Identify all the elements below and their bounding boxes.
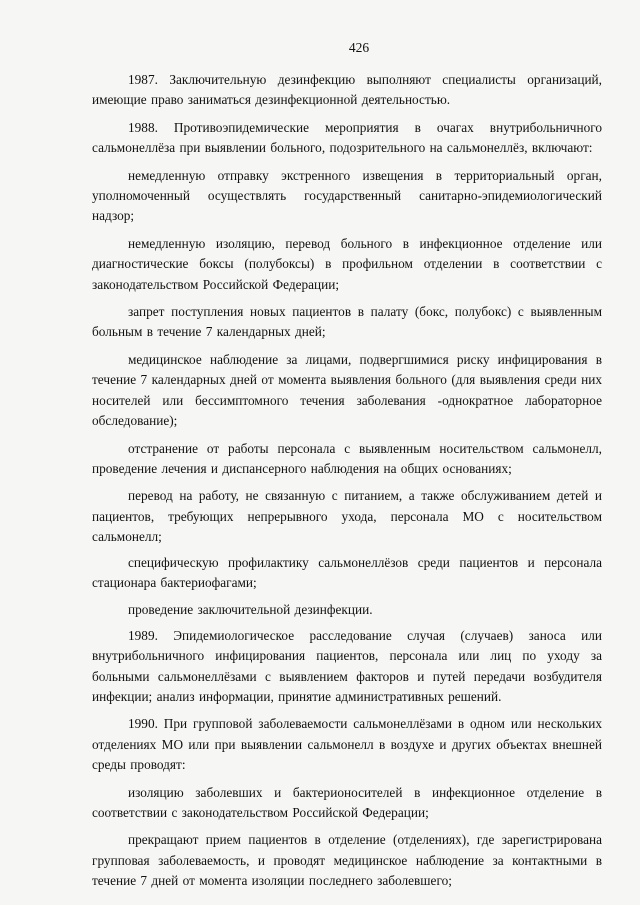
- list-item-isolate-patients: изоляцию заболевших и бактерионосителей в инфекционное отделение в соответствии с законодательством Российской Федерации;: [92, 784, 602, 820]
- list-item-staff-transfer: перевод на работу, не связанную с питанием, а также обслуживанием детей и пациентов, требующих непрерывного ухода, персонала МО с носительством сальмонелл;: [92, 488, 602, 545]
- list-item-stop-admission: прекращают прием пациентов в отделение (отделениях), где зарегистрирована групповая заболеваемость, и проводят медицинское наблюдение за контактными в течение 7 дней от момента изоляции последнего заболевшего;: [92, 832, 602, 889]
- paragraph-1990: 1990. При групповой заболеваемости сальмонеллёзами в одном или нескольких отделениях МО или при выявлении сальмонелл в воздухе и других объектах внешней среды проводят:: [92, 716, 602, 773]
- page-number: 426: [348, 40, 370, 55]
- paragraph-1989: 1989. Эпидемиологическое расследование случая (случаев) заноса или внутрибольничного инфицирования пациентов, персонала или лиц по уходу за больными сальмонеллёзами с выявлением факторов и путей передачи возбудителя инфекции; анализ информации, принятие административных решений.: [92, 627, 602, 704]
- paragraph-1987: 1987. Заключительную дезинфекцию выполняют специалисты организаций, имеющие право заниматься дезинфекционной деятельностью.: [92, 72, 602, 108]
- list-item-isolation: немедленную изоляцию, перевод больного в инфекционное отделение или диагностические боксы (полубоксы) в профильном отделении в соответствии с законодательством Российской Федерации;: [92, 235, 602, 292]
- list-item-medical-observation: медицинское наблюдение за лицами, подвергшимися риску инфицирования в течение 7 календарных дней от момента выявления больного (для выявления среди них носителей или бессимптомного течения заболевания -однократное лабораторное обследование);: [92, 351, 602, 429]
- list-item-final-disinfection: проведение заключительной дезинфекции.: [128, 602, 373, 618]
- list-item-admission-ban: запрет поступления новых пациентов в палату (бокс, полубокс) с выявленным больным в течение 7 календарных дней;: [92, 304, 602, 340]
- list-item-emergency-notice: немедленную отправку экстренного извещения в территориальный орган, уполномоченный осуществлять государственный санитарно-эпидемиологический надзор;: [92, 167, 602, 224]
- paragraph-1988: 1988. Противоэпидемические мероприятия в очагах внутрибольничного сальмонеллёза при выявлении больного, подозрительного на сальмонеллёз, включают:: [92, 119, 602, 156]
- list-item-prophylaxis: специфическую профилактику сальмонеллёзов среди пациентов и персонала стационара бактериофагами;: [92, 554, 602, 590]
- list-item-staff-suspension: отстранение от работы персонала с выявленным носительством сальмонелл, проведение лечения и диспансерного наблюдения на общих основаниях;: [92, 440, 602, 476]
